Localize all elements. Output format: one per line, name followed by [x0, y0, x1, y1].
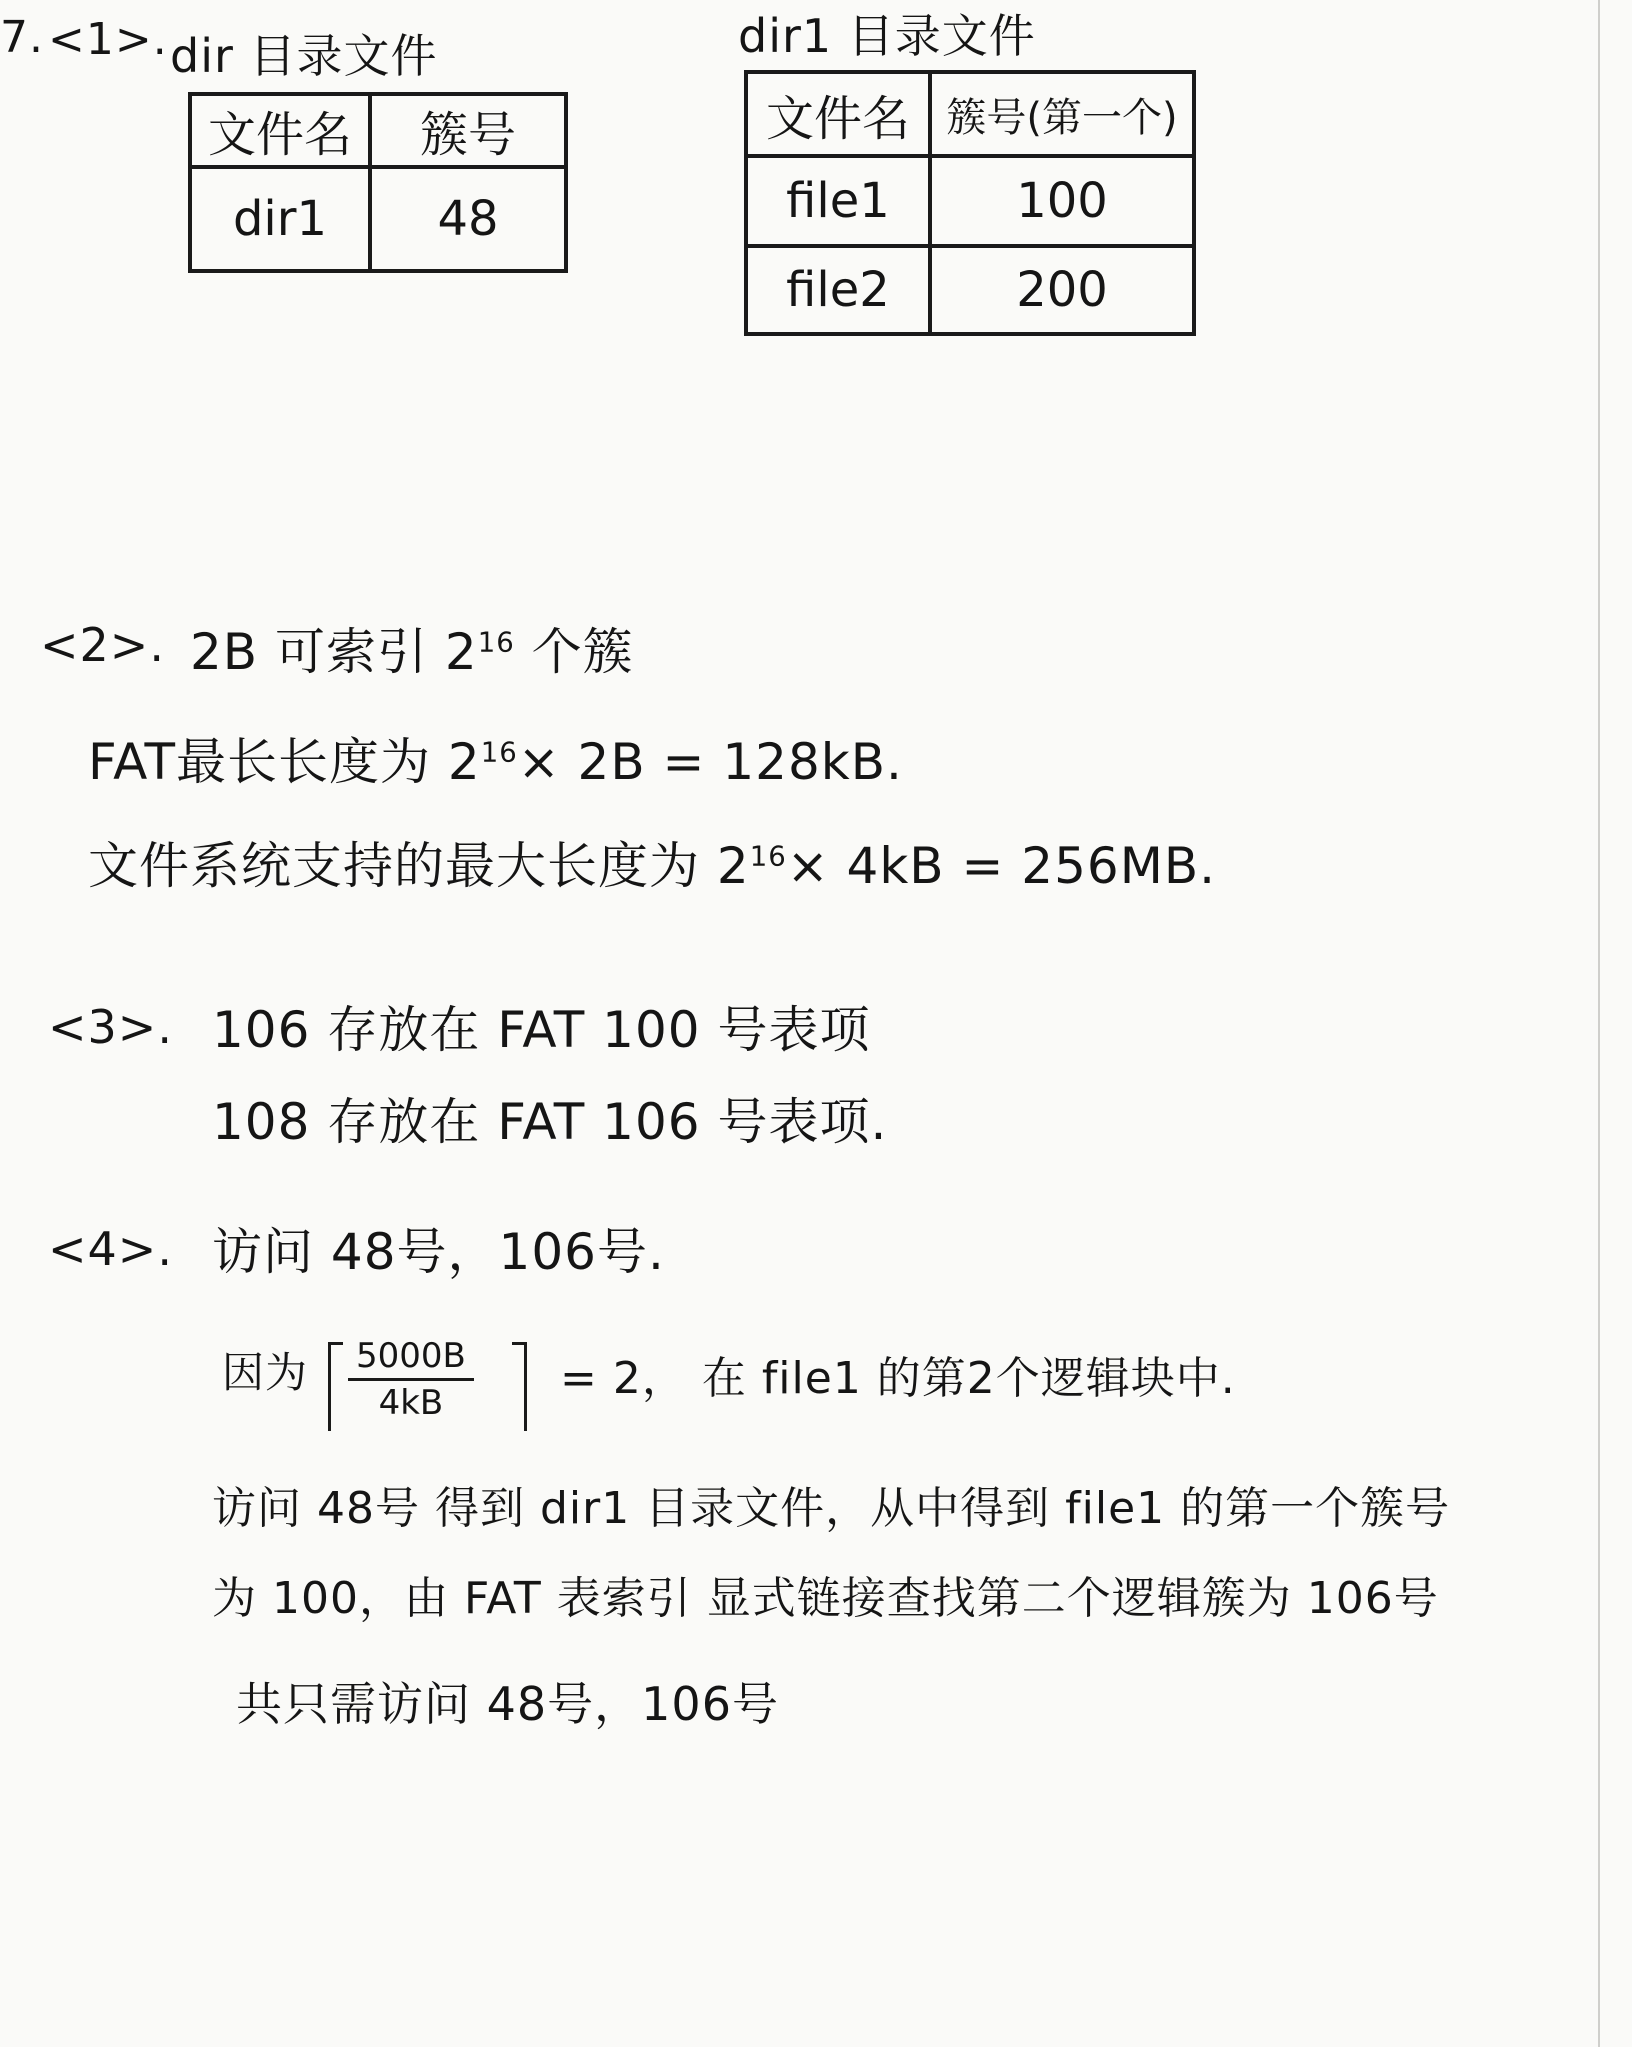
question-number: 7.	[0, 12, 44, 63]
q4-label: <4>.	[48, 1222, 173, 1276]
q4-because: 因为	[222, 1348, 309, 1397]
dir1-table-cell-cluster: 200	[930, 246, 1194, 334]
q4-line-5: 共只需访问 48号，106号	[236, 1677, 779, 1731]
dir1-table-title: dir1 目录文件	[738, 9, 1036, 63]
fraction-denominator: 4kB	[378, 1383, 444, 1423]
dir-table-header-name: 文件名	[190, 94, 370, 167]
q4-line-1: 访问 48号，106号.	[212, 1223, 665, 1281]
dir1-table-cell-name: file2	[746, 246, 930, 334]
fraction-numerator: 5000B	[348, 1336, 474, 1381]
q1-label: <1>.	[48, 14, 168, 65]
q2-line-3: 文件系统支持的最大长度为 $2^{16}\times 4kB = 256MB$.	[88, 837, 1217, 895]
q3-line-1: 106 存放在 FAT 100 号表项	[212, 1001, 871, 1059]
dir-table-title: dir 目录文件	[170, 29, 438, 83]
dir1-table-cell-name: file1	[746, 156, 930, 246]
dir1-table-header-name: 文件名	[746, 72, 930, 156]
q2-line-1: 2B 可索引 $2^{16}$ 个簇	[190, 623, 634, 681]
q3-line-2: 108 存放在 FAT 106 号表项.	[212, 1093, 888, 1151]
ceil-right-bracket	[512, 1342, 527, 1431]
q2-label: <2>.	[40, 618, 165, 672]
ceiling-fraction	[348, 1336, 474, 1423]
dir1-table-cell-cluster: 100	[930, 156, 1194, 246]
q4-line-4: 为 100，由 FAT 表索引 显式链接查找第二个逻辑簇为 106号	[212, 1573, 1439, 1624]
q4-line-3: 访问 48号 得到 dir1 目录文件，从中得到 file1 的第一个簇号	[212, 1483, 1451, 1534]
dir1-table	[744, 70, 1196, 336]
dir-table-cell-cluster: 48	[370, 167, 566, 271]
dir-table-header-cluster: 簇号	[370, 94, 566, 167]
q3-label: <3>.	[48, 1000, 173, 1054]
q4-because-result: = 2， 在 file1 的第2个逻辑块中.	[560, 1353, 1236, 1404]
dir-table	[188, 92, 568, 273]
q2-line-2: FAT最长长度为 $2^{16}\times 2B = 128kB$.	[88, 733, 903, 791]
ceil-left-bracket	[328, 1342, 343, 1431]
dir1-table-header-cluster: 簇号(第一个)	[930, 72, 1194, 156]
dir-table-cell-name: dir1	[190, 167, 370, 271]
paper-edge	[1598, 0, 1600, 2047]
